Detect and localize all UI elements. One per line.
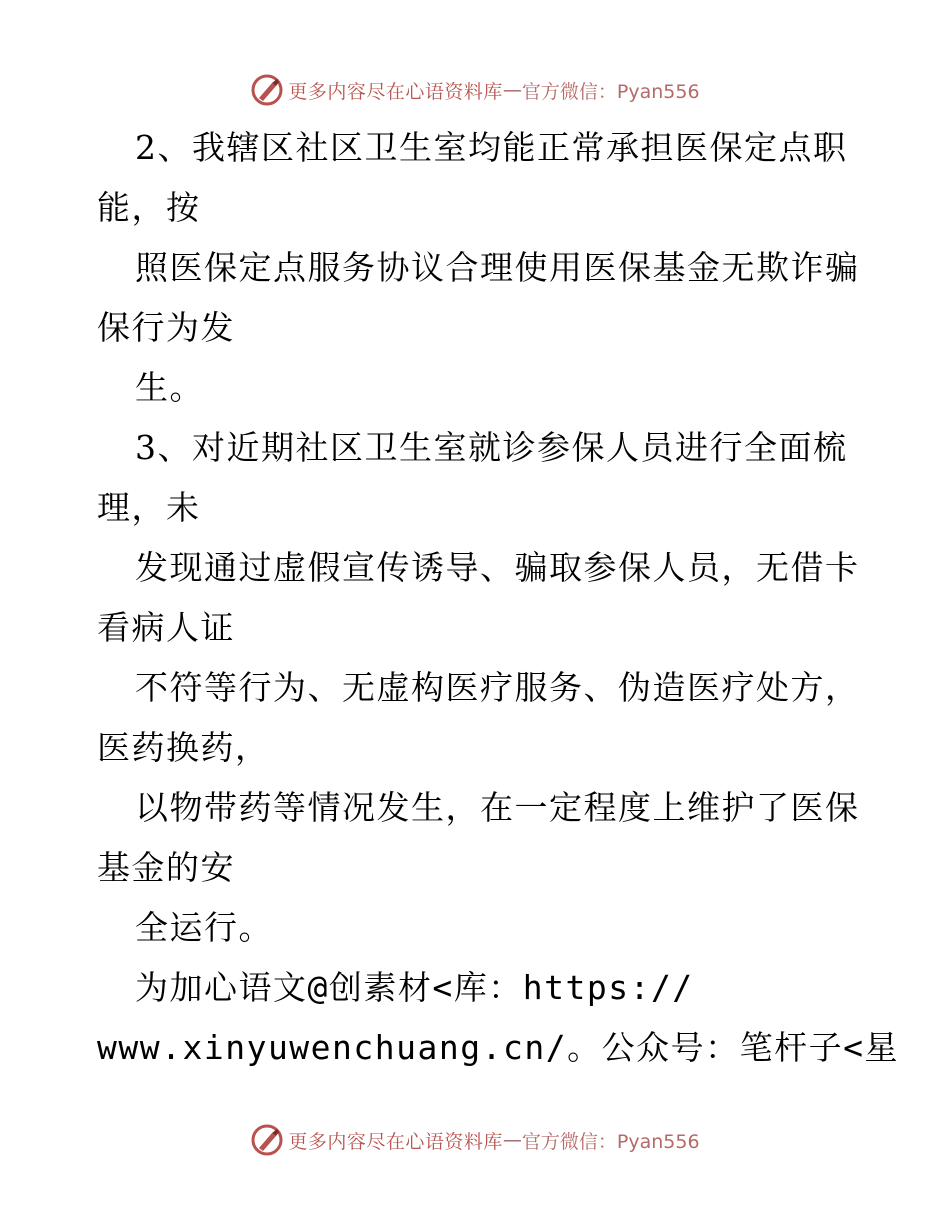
header-watermark	[0, 70, 950, 110]
text-line: 能，按	[97, 188, 201, 227]
watermark-contact: 官方微信：Pyan556	[521, 1130, 700, 1153]
text-line: 理，未	[97, 488, 201, 527]
text-line: 基金的安	[97, 848, 235, 887]
watermark-title: 更多内容尽在心语资料库	[288, 80, 503, 103]
text-line: 保行为发	[97, 308, 235, 347]
text-line: 医药换药，	[97, 728, 270, 767]
text-line: 3、对近期社区卫生室就诊参保人员进行全面梳	[135, 428, 848, 467]
text-line: 生。	[135, 368, 204, 407]
text-line: 照医保定点服务协议合理使用医保基金无欺诈骗	[135, 248, 860, 287]
text-line: 看病人证	[97, 608, 235, 647]
text-line: 全运行。	[135, 908, 273, 947]
footer-watermark	[0, 1120, 950, 1160]
watermark-separator: —	[502, 79, 522, 101]
text-line: 2、我辖区社区卫生室均能正常承担医保定点职	[135, 128, 848, 167]
pen-logo-icon	[250, 73, 284, 107]
pen-logo-icon	[250, 1123, 284, 1157]
watermark-separator: —	[502, 1129, 522, 1151]
text-line: 为加心语文@创素材<库：https://	[135, 968, 694, 1007]
text-line: 不符等行为、无虚构医疗服务、伪造医疗处方，	[135, 668, 860, 707]
text-line: 发现通过虚假宣传诱导、骗取参保人员，无借卡	[135, 548, 860, 587]
text-line: www.xinyuwenchuang.cn/。公众号：笔杆子<星	[97, 1028, 899, 1067]
watermark-title: 更多内容尽在心语资料库	[288, 1130, 503, 1153]
text-line: 以物带药等情况发生，在一定程度上维护了医保	[135, 788, 860, 827]
document-body	[97, 118, 899, 1078]
watermark-contact: 官方微信：Pyan556	[521, 80, 700, 103]
